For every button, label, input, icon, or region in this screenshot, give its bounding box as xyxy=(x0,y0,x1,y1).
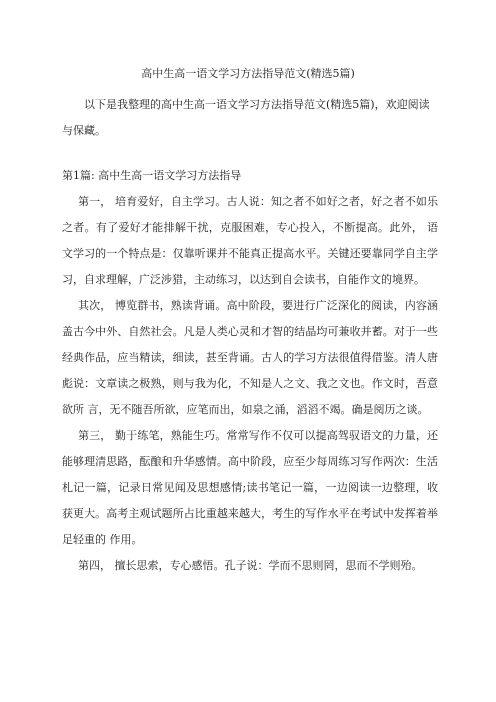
document-body xyxy=(62,189,438,579)
section-heading: 第1篇: 高中生高一语文学习方法指导 xyxy=(62,169,242,182)
paragraph-2: 其次， 博览群书，熟读背诵。高中阶段，要进行广泛深化的阅读，内容涵盖古今中外、自然社会。凡是人类心灵和才智的结晶均可兼收并蓄。对于一些 经典作品，应当精读，细读，甚至背诵。古人的学习方法很值得借鉴。清人唐彪说：文章读之极熟，则与我为化，不知是人之文、我之文也。作文时，吾意欲所 言，无不随吾所欲，应笔而出，如泉之涌，滔滔不竭。确是阅历之谈。 xyxy=(62,299,438,416)
paragraph-3: 第三， 勤于练笔，熟能生巧。常常写作不仅可以提高驾驭语文的力量，还能够理清思路，酝酿和升华感情。高中阶段，应至少每周练习写作两次：生活 札记一篇，记录日常见闻及思想感情;读书笔记一篇，一边阅读一边整理，收获更大。高考主观试题所占比重越来越大，考生的写作水平在考试中发挥着举足轻重的 作用。 xyxy=(62,429,438,546)
paragraph-4: 第四， 擅长思索，专心感悟。孔子说：学而不思则罔，思而不学则殆。 xyxy=(78,559,423,572)
document-title: 高中生高一语文学习方法指导范文(精选5篇) xyxy=(141,67,355,80)
paragraph-1: 第一， 培育爱好，自主学习。古人说：知之者不如好之者，好之者不如乐之者。有了爱好才能排解干扰，克服困难，专心投入，不断提高。此外， 语文学习的一个特点是：仅靠听课并不能真正提高水平。关键还要靠同学自主学习，自求理解，广泛涉猎，主动练习，以达到自会读书，自能作文的境界。 xyxy=(62,195,438,286)
intro-paragraph: 以下是我整理的高中生高一语文学习方法指导范文(精选5篇)，欢迎阅读与保藏。 xyxy=(62,98,430,137)
